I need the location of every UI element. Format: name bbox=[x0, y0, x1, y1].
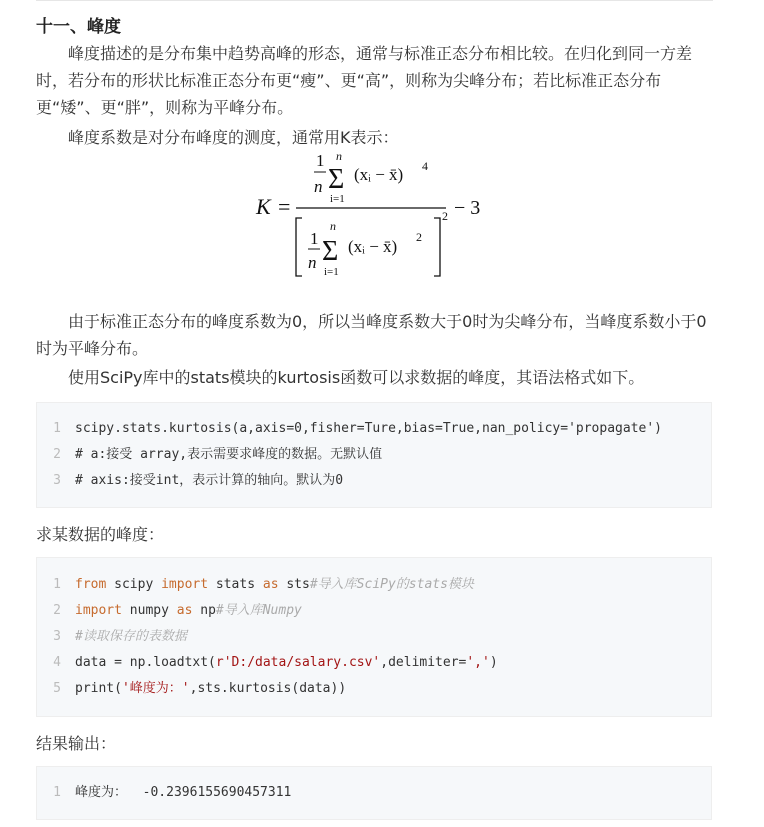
paragraph-coefficient-intro: 峰度系数是对分布峰度的测度，通常用K表示： bbox=[68, 128, 399, 147]
formula-num-power: 4 bbox=[422, 159, 428, 173]
formula-num-sigma: Σ bbox=[328, 164, 345, 195]
formula-equals: = bbox=[278, 194, 291, 219]
top-divider bbox=[36, 0, 713, 1]
formula-num-sum-top: n bbox=[336, 149, 342, 163]
line-number: 3 bbox=[53, 629, 61, 644]
formula-minus-three: − 3 bbox=[454, 197, 481, 219]
formula-den-sum-top: n bbox=[330, 219, 336, 233]
code-line: 3 # axis:接受int，表示计算的轴向。默认为0 bbox=[37, 468, 711, 494]
paragraph-scipy-usage: 使用SciPy库中的stats模块的kurtosis函数可以求数据的峰度，其语法格式如下。 bbox=[68, 368, 645, 387]
code-line: 5 print('峰度为：',sts.kurtosis(data)) bbox=[37, 676, 711, 702]
paragraph-kurtosis-description: 峰度描述的是分布集中趋势高峰的形态，通常与标准正态分布相比较。在归化到同一方差时，若分布的形状比标准正态分布更“瘦”、更“高”，则称为尖峰分布；若比标准正态分布更“矮”、更“胖”，则称为平峰分布。 bbox=[36, 44, 693, 117]
formula-den-term: (xᵢ − x̄) bbox=[348, 237, 398, 256]
formula-den-n: n bbox=[308, 253, 317, 272]
code-line: 1 scipy.stats.kurtosis(a,axis=0,fisher=Ture,bias=True,nan_policy='propagate') bbox=[37, 416, 711, 442]
paragraph-normal-comparison: 由于标准正态分布的峰度系数为0，所以当峰度系数大于0时为尖峰分布，当峰度系数小于0时为平峰分布。 bbox=[36, 312, 707, 358]
formula-k: K bbox=[256, 194, 271, 219]
output-line: 1 峰度为： -0.2396155690457311 bbox=[37, 780, 711, 806]
line-number: 1 bbox=[53, 785, 61, 800]
line-number: 1 bbox=[53, 421, 61, 436]
example-label: 求某数据的峰度： bbox=[36, 525, 165, 544]
formula-num-sum-bottom: i=1 bbox=[330, 193, 345, 205]
code-line: 1 from scipy import stats as sts#导入库SciPy的stats模块 bbox=[37, 572, 711, 598]
formula-den-sigma: Σ bbox=[322, 236, 339, 267]
formula-den-one: 1 bbox=[310, 229, 319, 248]
code-line: 3 #读取保存的表数据 bbox=[37, 624, 711, 650]
code-line: 2 import numpy as np#导入库Numpy bbox=[37, 598, 711, 624]
formula-num-term: (xᵢ − x̄) bbox=[354, 165, 404, 184]
formula-num-one: 1 bbox=[316, 151, 325, 170]
code-line: 2 # a:接受 array,表示需要求峰度的数据。无默认值 bbox=[37, 442, 711, 468]
section-title: 十一、峰度 bbox=[36, 17, 121, 37]
line-number: 2 bbox=[53, 447, 61, 462]
formula-den-sum-bottom: i=1 bbox=[324, 266, 339, 278]
formula-outer-power: 2 bbox=[442, 209, 448, 223]
line-number: 4 bbox=[53, 655, 61, 670]
formula-num-n: n bbox=[314, 177, 323, 196]
formula-den-power: 2 bbox=[416, 230, 422, 244]
line-number: 5 bbox=[53, 681, 61, 696]
example-code-block bbox=[36, 557, 712, 717]
line-number: 3 bbox=[53, 473, 61, 488]
line-number: 1 bbox=[53, 577, 61, 592]
line-number: 2 bbox=[53, 603, 61, 618]
output-label: 结果输出： bbox=[36, 734, 117, 753]
syntax-code-block bbox=[36, 402, 712, 508]
code-line: 4 data = np.loadtxt(r'D:/data/salary.csv',delimiter=',') bbox=[37, 650, 711, 676]
output-block bbox=[36, 766, 712, 820]
kurtosis-formula bbox=[250, 148, 510, 283]
